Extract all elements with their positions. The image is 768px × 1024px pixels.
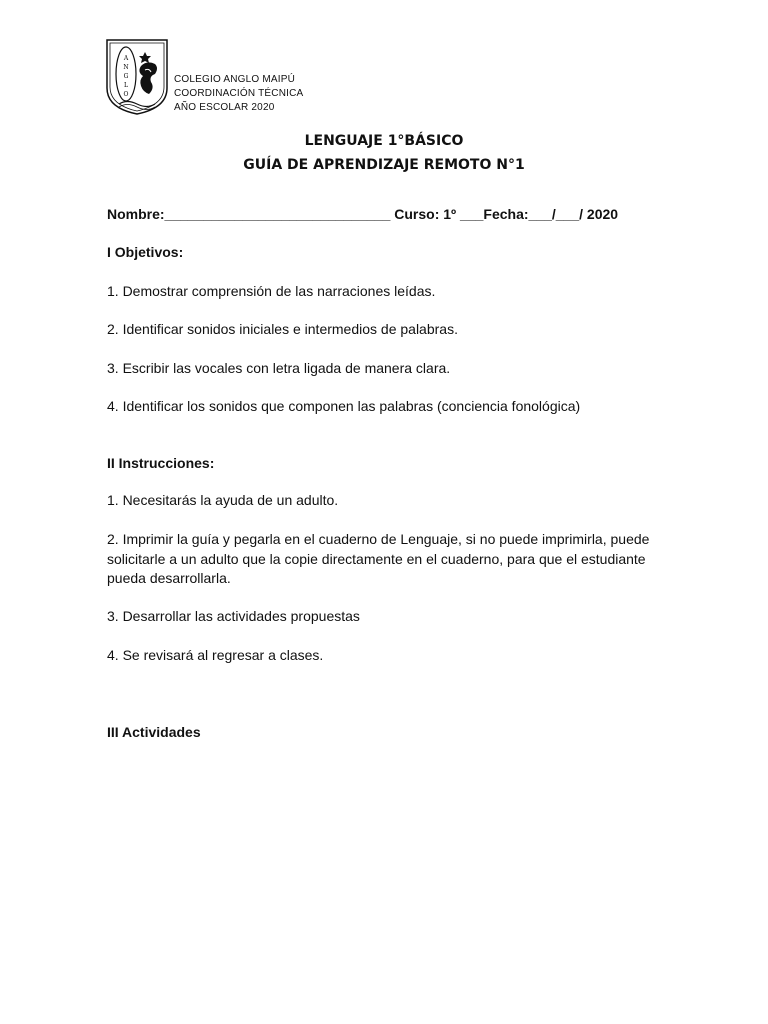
- department-name: COORDINACIÓN TÉCNICA: [174, 88, 304, 99]
- objective-item: 3. Escribir las vocales con letra ligada de manera clara.: [107, 360, 451, 376]
- crest-shield-icon: [105, 38, 169, 116]
- student-info-line: Nombre:_____________________________ Curso: 1º ___Fecha:___/___/ 2020: [107, 206, 619, 222]
- objective-item: 4. Identificar los sonidos que componen las palabras (conciencia fonológica): [107, 398, 581, 414]
- instruction-item: 2. Imprimir la guía y pegarla en el cuaderno de Lenguaje, si no puede imprimirla, puede solicitarle a un adulto que la copie directamente en el cuaderno, para que el estudiante pueda desarrollarla.: [107, 531, 650, 586]
- school-info-block: [174, 73, 303, 115]
- crest-letter: O: [123, 91, 129, 98]
- crest-letter: L: [124, 82, 128, 89]
- objective-item: 1. Demostrar comprensión de las narraciones leídas.: [107, 283, 436, 299]
- crest-letter: A: [123, 55, 129, 62]
- school-crest-logo: [105, 38, 169, 116]
- school-year: AÑO ESCOLAR 2020: [174, 102, 275, 113]
- subject-title: LENGUAJE 1°BÁSICO: [304, 133, 464, 149]
- guide-title: GUÍA DE APRENDIZAJE REMOTO N°1: [243, 157, 525, 173]
- crest-letter: N: [123, 64, 129, 71]
- objective-item: 2. Identificar sonidos iniciales e intermedios de palabras.: [107, 321, 458, 337]
- instructions-heading: II Instrucciones:: [107, 455, 215, 471]
- instruction-item: 3. Desarrollar las actividades propuestas: [107, 608, 360, 624]
- school-name: COLEGIO ANGLO MAIPÚ: [174, 74, 296, 85]
- crest-letter: G: [123, 73, 129, 80]
- activities-heading: III Actividades: [107, 724, 201, 740]
- instruction-item: 1. Necesitarás la ayuda de un adulto.: [107, 492, 339, 508]
- instruction-item: 4. Se revisará al regresar a clases.: [107, 647, 324, 663]
- objectives-heading: I Objetivos:: [107, 244, 184, 260]
